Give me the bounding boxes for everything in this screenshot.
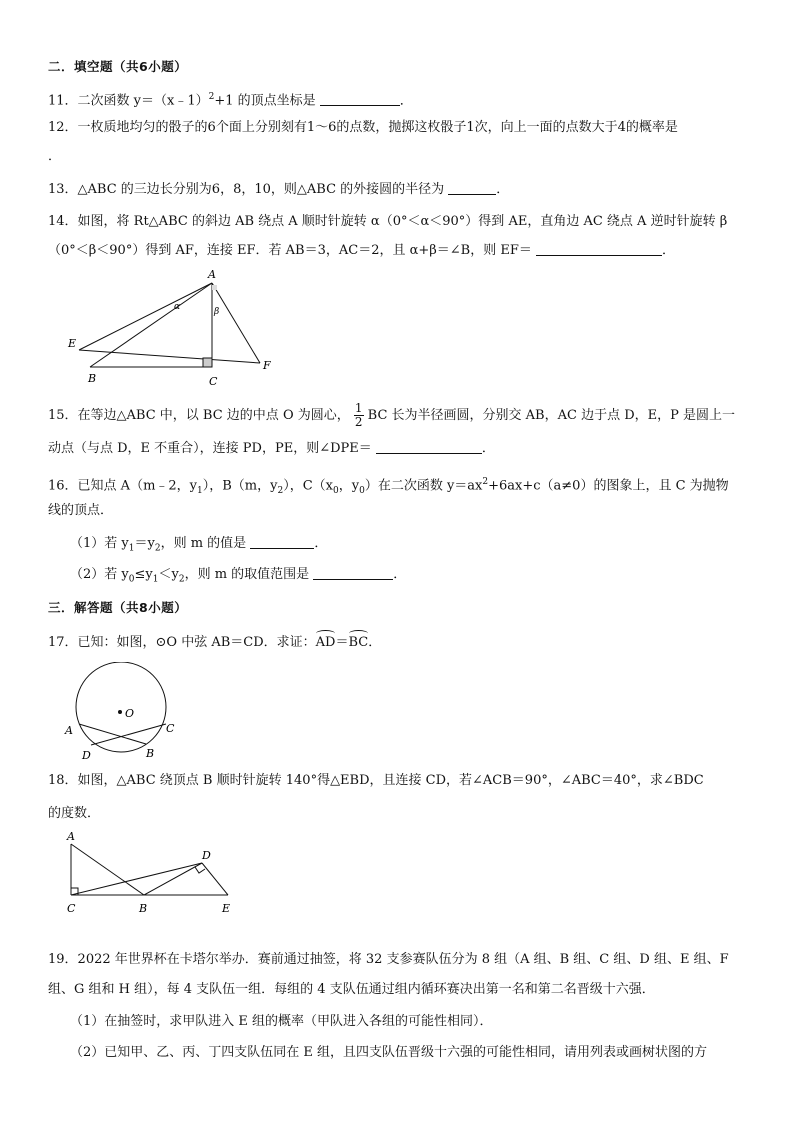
label-a: A: [208, 268, 216, 281]
label-beta: β: [214, 307, 220, 317]
label-c: C: [209, 375, 218, 388]
figure-q14-triangle: [60, 265, 290, 395]
question-13: 13．△ABC 的三边长分别为6，8，10，则△ABC 的外接圆的半径为 ．: [48, 182, 510, 197]
question-19-part-2: （2）已知甲、乙、丙、丁四支队伍同在 E 组，且四支队伍晋级十六强的可能性相同，请用列表或画树状图的方: [70, 1045, 708, 1060]
question-12: 12．一枚质地均匀的骰子的6个面上分别刻有1～6的点数，抛掷这枚骰子1次，向上一面的点数大于4的概率是: [48, 120, 678, 135]
fraction-one-half: $\frac{1}{2}$: [354, 401, 363, 429]
question-15-line-2: 动点（与点 D，E 不重合），连接 PD，PE，则∠DPE＝ ．: [48, 441, 495, 456]
question-16-line-1: 16．已知点 A（m﹣2，$y_1$），B（m，$y_2$），$C(x_0$，$y_0$）在二次函数 $y=ax^2+6ax+c(a\ne 0)$的图象上，且 C 为抛物: [48, 477, 729, 496]
label-d: D: [82, 749, 91, 762]
label-e: E: [222, 902, 231, 915]
center-dot: [118, 710, 122, 714]
question-18-line-1: 18．如图，△ABC 绕顶点 B 顺时针旋转 140°得△EBD，且连接 CD，若∠ACB＝90°，∠ABC＝40°，求∠BDC: [48, 773, 704, 788]
figure-q17-circle: [58, 662, 198, 762]
question-16-part-1: （1）若 $y_1=y_2$，则 m 的值是 ．: [70, 536, 328, 554]
answer-blank-16-1[interactable]: [250, 535, 314, 549]
label-c: C: [166, 722, 175, 735]
answer-blank-16-2[interactable]: [313, 566, 393, 580]
question-16-part-2: （2）若 $y_0\le y_1<y_2$，则 m 的取值范围是 ．: [70, 567, 407, 585]
label-a: A: [65, 724, 73, 737]
section-answer-title: 三．解答题（共8小题）: [48, 600, 188, 615]
label-b: B: [146, 747, 155, 760]
arc-ad: AD: [315, 635, 336, 650]
question-12-end: ．: [48, 149, 62, 164]
answer-blank-14[interactable]: [536, 242, 662, 256]
answer-blank-11[interactable]: [320, 92, 400, 106]
question-19-line-1: 19．2022 年世界杯在卡塔尔举办．赛前通过抽签，将 32 支参赛队伍分为 8 组（A 组、B 组、C 组、D 组、E 组、F: [48, 952, 729, 967]
question-14-line-2: （0°＜β＜90°）得到 AF，连接 EF．若 AB＝3，AC＝2，且 α+β＝∠B，则 EF＝ ．: [48, 243, 676, 258]
label-b: B: [88, 372, 97, 385]
arc-bc: BC: [348, 635, 369, 650]
figure-q18-rotation: [60, 826, 250, 916]
question-11: 11．二次函数 y＝（x﹣1）$^2$+1 的顶点坐标是 ．: [48, 92, 413, 109]
question-15-line-1: 15．在等边△ABC 中，以 BC 边的中点 O 为圆心， $\frac{1}{2}$ BC 长为半径画圆，分别交 AB，AC 边于点 D，E，P 是圆上一: [48, 401, 735, 429]
question-14-line-1: 14．如图，将 Rt△ABC 的斜边 AB 绕点 A 顺时针旋转 α（0°＜α＜90°）得到 AE，直角边 AC 绕点 A 逆时针旋转 β: [48, 214, 728, 229]
question-17: 17．已知：如图，⊙O 中弦 AB＝CD．求证：AD＝BC．: [48, 635, 382, 650]
question-19-part-1: （1）在抽签时，求甲队进入 E 组的概率（甲队进入各组的可能性相同）．: [70, 1014, 493, 1029]
question-16-line-2: 线的顶点．: [48, 503, 114, 518]
label-o: O: [125, 707, 135, 720]
label-e: E: [68, 337, 77, 350]
label-c: C: [67, 902, 76, 915]
label-d: D: [202, 849, 211, 862]
answer-blank-15[interactable]: [376, 440, 482, 454]
section-fill-in-title: 二．填空题（共6小题）: [48, 59, 188, 74]
question-18-line-2: 的度数．: [48, 806, 101, 821]
label-f: F: [263, 359, 271, 372]
question-19-line-2: 组、G 组和 H 组），每 4 支队伍一组．每组的 4 支队伍通过组内循环赛决出第一名和第二名晋级十六强．: [48, 982, 655, 997]
label-b: B: [139, 902, 148, 915]
label-a: A: [67, 830, 75, 843]
answer-blank-13[interactable]: [448, 181, 496, 195]
label-alpha: α: [174, 302, 181, 312]
